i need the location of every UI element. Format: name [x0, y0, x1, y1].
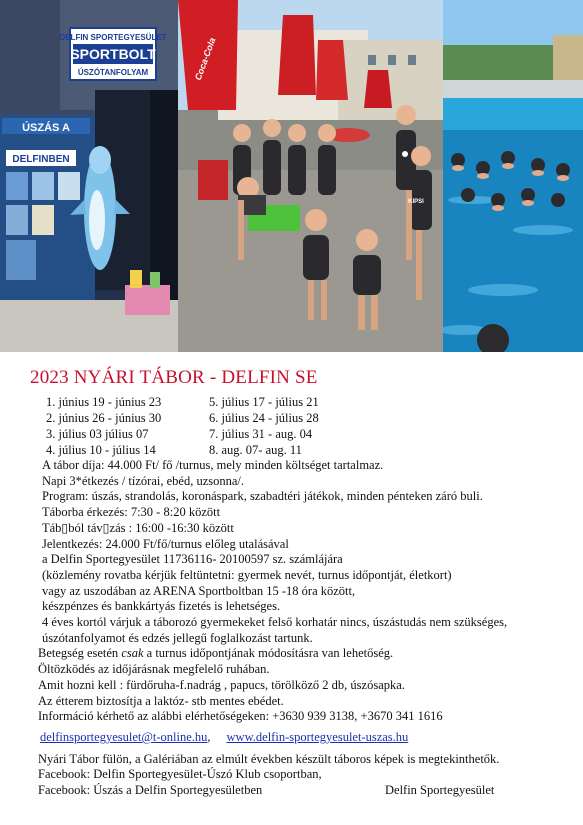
photo-sport-shop	[0, 0, 178, 352]
page-title: 2023 NYÁRI TÁBOR - DELFIN SE	[30, 367, 318, 388]
turnus-item: 2. június 26 - június 30	[46, 411, 162, 425]
illness-text-2: a turnus időpontjának módosításra van lehetőség.	[143, 646, 394, 661]
packing-line: Amit hozni kell : fürdőruha-f.nadrág , papucs, törölköző 2 db, úszósapka.	[38, 677, 405, 692]
photo-children-group	[178, 0, 443, 352]
payment-methods-line: készpénzes és bankkártyás fizetés is lehetséges.	[42, 599, 281, 614]
age-line: 4 éves kortól várjuk a táborozó gyermekeket felső korhatár nincs, úszástudás nem szükséges,	[42, 615, 508, 630]
gallery-line: Nyári Tábor fülön, a Galériában az elmúlt években készült táboros képek is megtekinthetők.	[38, 751, 500, 766]
turnus-item: 5. július 17 - július 21	[209, 395, 319, 409]
turnus-item: 4. július 10 - július 14	[46, 443, 156, 457]
camp-details	[0, 458, 583, 799]
store-sign-line1: DELFIN SPORTEGYESÜLET	[59, 33, 167, 42]
bank-account-line: a Delfin Sportegyesület 11736116- 20100597 sz. számlájára	[42, 552, 343, 567]
store-sign-line3: ÚSZÓTANFOLYAM	[77, 68, 149, 77]
facebook-group-line: Facebook: Delfin Sportegyesület-Úszó Klub csoportban,	[38, 767, 322, 782]
program-line: Program: úszás, strandolás, koronáspark, szabadtéri játékok, minden pénteken záró buli.	[42, 489, 483, 504]
shop-payment-line: vagy az uszodában az ARENA Sportboltban 15 -18 óra között,	[42, 583, 356, 598]
contact-line: Információ kérhető az alábbi elérhetőségeken: +3630 939 3138, +3670 341 1616	[38, 709, 443, 724]
store-sign-line2: SPORTBOLT	[70, 46, 156, 62]
facebook-page-text: Facebook: Úszás a Delfin Sportegyesületben	[38, 783, 263, 798]
arrival-line: Táborba érkezés: 7:30 - 8:20 között	[42, 505, 221, 520]
poster-text-1: ÚSZÁS A	[22, 122, 70, 134]
link-separator: ,	[207, 729, 211, 744]
turnus-dates	[0, 395, 583, 461]
registration-line: Jelentkezés: 24.000 Ft/fő/turnus előleg utalásával	[42, 536, 289, 551]
cap-text: KIPSI	[408, 199, 424, 205]
facebook-page-line	[0, 783, 583, 799]
activities-line: úszótanfolyamot és edzés jellegű foglalkozást tartunk.	[42, 630, 313, 645]
transfer-note-line: (közlemény rovatba kérjük feltüntetni: gyermek nevét, turnus időpontját, életkort)	[42, 567, 452, 582]
email-link[interactable]: delfinsportegyesulet@t-online.hu	[40, 729, 208, 744]
links-line	[0, 730, 583, 746]
turnus-item: 8. aug. 07- aug. 11	[209, 443, 302, 457]
price-line: A tábor díja: 44.000 Ft/ fő /turnus, mely minden költséget tartalmaz.	[42, 458, 384, 472]
illness-line	[0, 646, 583, 662]
illness-emphasis: csak	[121, 646, 144, 661]
lunch-line: Az étterem biztosítja a laktóz- stb mentes ebédet.	[38, 693, 284, 708]
website-link[interactable]: www.delfin-sportegyesulet-uszas.hu	[226, 729, 409, 744]
turnus-item: 3. július 03 július 07	[46, 427, 149, 441]
poster-text-2: DELFINBEN	[12, 154, 70, 165]
signature: Delfin Sportegyesület	[385, 783, 495, 798]
umbrella-brand-text: Coca-Cola	[192, 36, 218, 82]
meals-line: Napi 3*étkezés / tízórai, ebéd, uzsonna/.	[42, 473, 245, 488]
departure-line: Táb▯ból táv▯zás : 16:00 -16:30 között	[42, 520, 234, 535]
clothing-line: Öltözködés az időjárásnak megfelelő ruhában.	[38, 662, 270, 677]
turnus-item: 1. június 19 - június 23	[46, 395, 162, 409]
turnus-item: 6. július 24 - július 28	[209, 411, 319, 425]
photo-collage	[0, 0, 583, 352]
illness-text-1: Betegség esetén	[38, 646, 122, 661]
turnus-item: 7. július 31 - aug. 04	[209, 427, 313, 441]
photo-swimming-pool	[443, 0, 583, 352]
